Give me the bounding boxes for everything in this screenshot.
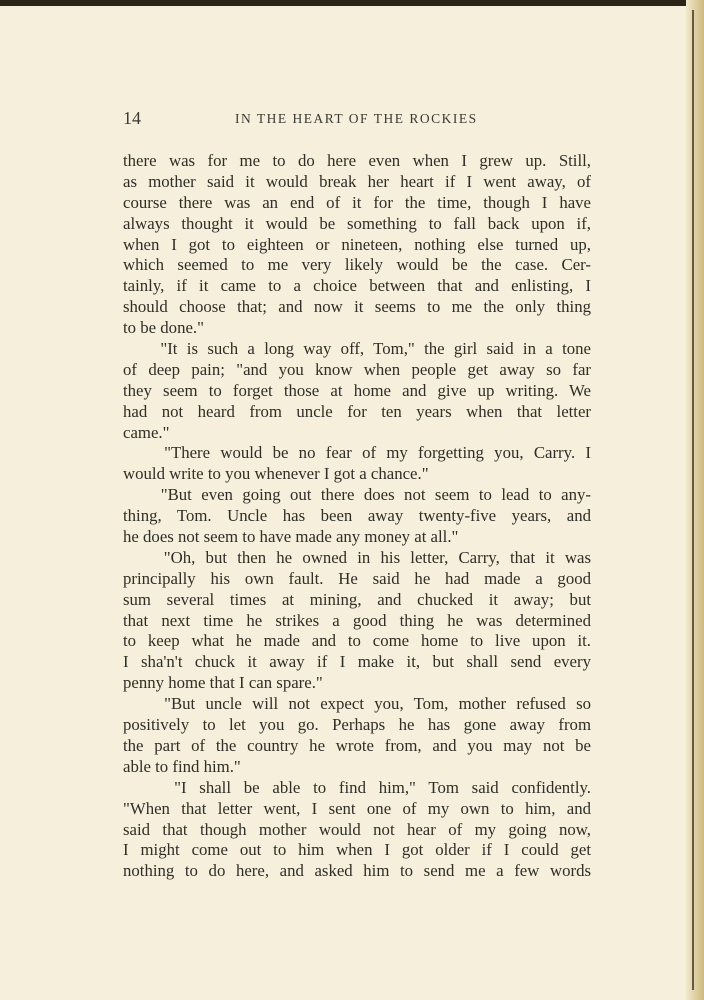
text-line: they seem to forget those at home and give up writing. We — [123, 380, 591, 400]
text-line: as mother said it would break her heart if I went away, of — [123, 171, 591, 191]
text-line: "Oh, but then he owned in his letter, Carry, that it was — [123, 547, 591, 567]
text-line: I might come out to him when I got older if I could get — [123, 840, 591, 860]
text-line: course there was an end of it for the time, though I have — [123, 192, 591, 212]
text-line: came." — [123, 422, 170, 442]
text-line: the part of the country he wrote from, and you may not be — [123, 735, 591, 755]
text-line: able to find him." — [123, 756, 241, 776]
page-number: 14 — [123, 108, 141, 128]
text-line: "But even going out there does not seem to lead to any- — [123, 485, 591, 505]
text-line: "There would be no fear of my forgetting you, Carry. I — [123, 443, 591, 463]
text-line: always thought it would be something to fall back upon if, — [123, 213, 591, 233]
text-line: to keep what he made and to come home to live upon it. — [123, 631, 591, 651]
text-line: nothing to do here, and asked him to send me a few words — [123, 861, 591, 881]
text-line: would write to you whenever I got a chance." — [123, 464, 429, 484]
text-line: sum several times at mining, and chucked it away; but — [123, 589, 591, 609]
text-line: there was for me to do here even when I grew up. Still, — [123, 151, 591, 170]
binding-edge-line — [692, 10, 694, 990]
text-line: tainly, if it came to a choice between that and enlisting, I — [123, 276, 591, 296]
text-line: "It is such a long way off, Tom," the girl said in a tone — [123, 339, 591, 359]
page-header — [123, 108, 591, 130]
text-line: "But uncle will not expect you, Tom, mother refused so — [123, 694, 591, 714]
running-head: IN THE HEART OF THE ROCKIES — [235, 111, 478, 126]
page-top-edge — [0, 0, 704, 6]
text-line: had not heard from uncle for ten years when that letter — [123, 401, 591, 421]
text-line: I sha'n't chuck it away if I make it, but shall send every — [123, 652, 591, 672]
text-line: principally his own fault. He said he had made a good — [123, 568, 591, 588]
text-line: that next time he strikes a good thing he was determined — [123, 610, 591, 630]
text-line: "When that letter went, I sent one of my own to him, and — [123, 798, 591, 818]
text-line: to be done." — [123, 318, 204, 338]
text-line: when I got to eighteen or nineteen, nothing else turned up, — [123, 234, 591, 254]
text-line: should choose that; and now it seems to me the only thing — [123, 297, 591, 317]
text-line: he does not seem to have made any money at all." — [123, 527, 459, 547]
text-line: "I shall be able to find him," Tom said confidently. — [123, 777, 591, 797]
text-line: which seemed to me very likely would be the case. Cer- — [123, 255, 591, 275]
binding-shadow — [686, 0, 704, 1000]
body-text — [123, 151, 591, 882]
text-line: of deep pain; "and you know when people get away so far — [123, 359, 591, 379]
text-line: positively to let you go. Perhaps he has gone away from — [123, 715, 591, 735]
text-line: thing, Tom. Uncle has been away twenty-five years, and — [123, 506, 591, 526]
text-line: said that though mother would not hear of my going now, — [123, 819, 591, 839]
text-line: penny home that I can spare." — [123, 673, 323, 693]
